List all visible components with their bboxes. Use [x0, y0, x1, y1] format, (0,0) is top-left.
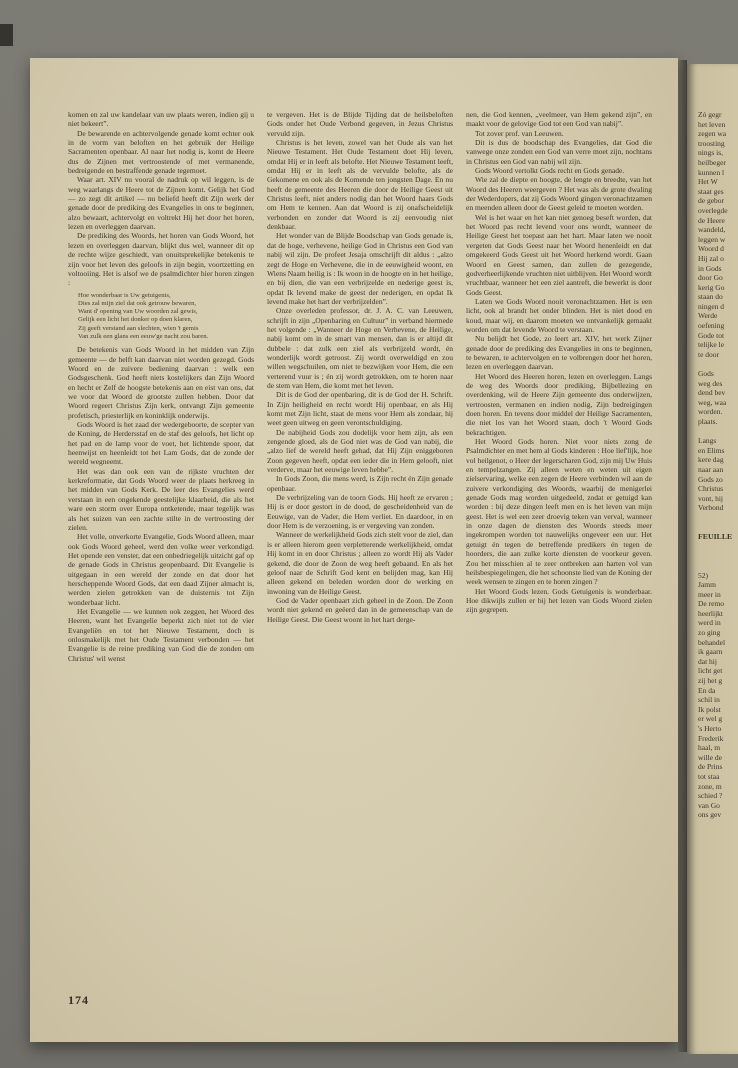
text-fragment: tot staa: [698, 771, 720, 781]
text-fragment: [698, 513, 738, 523]
text-fragment: kere dag: [698, 455, 724, 465]
paragraph: Gods Woord vertolkt Gods recht en Gods genade.: [475, 166, 625, 176]
text-fragment: schil in: [698, 695, 720, 705]
text-fragment: werd in: [698, 618, 721, 628]
paragraph: Wie zal de diepte en hoogte, de lengte en breedte, van het Woord des Heeren weergeven ? Het was als de grote dwaling der Wederdopers, dat zij Gods Woord gingen veronachtzamen en meenden alleen door de Geest geleid te moeten worden.: [466, 175, 652, 213]
text-fragment: de Prins: [698, 762, 723, 772]
text-fragment: Zó gegr: [698, 110, 722, 119]
text-fragment: troosting: [698, 138, 725, 148]
text-fragment: zone, m: [698, 781, 722, 791]
text-fragment: in Gods: [698, 263, 722, 273]
paragraph: Het volle, onverkorte Evangelie, Gods Woord alleen, maar ook Gods Woord geheel, werd den volke weer verkondigd. Het opende een venster, dat een onbedriegelijk uitzicht gaf op de genade Gods in Christus geopenbaard. Dit Evangelie is uitgegaan in een wereld der zonde en dat door het herscheppende Woord Gods, dat een daad Zijner almacht is, werden zielen getrokken van de duisternis tot Zijn wonderbaar licht.: [68, 532, 254, 607]
text-fragment: [698, 523, 738, 533]
text-fragment: Het W: [698, 177, 718, 187]
text-fragment: zij het g: [698, 676, 723, 686]
paragraph: Nu belijdt het Gode, zo leert art. XIV, het werk Zijner genade door de prediking des Evangelies in ons te beginnen, te bewaren, te achtervolgen en te volbrengen door het horen, lezen en overleggen daarvan.: [466, 334, 652, 372]
paragraph: Wel is het waar en het kan niet genoeg beseft worden, dat het Woord pas recht levend voor ons wordt, wanneer de Heilige Geest het toepast aan het hart. Maar laten we nooit vergeten dat Gods Geest naar het Woord henenleidt en dat omgekeerd Gods Geest uit het Woord herkend wordt. Gaan Woord en Geest samen, dan zullen de gezegende, godverheerlijkende vruchten niet uitblijven. Het Woord wordt vruchtbaar, wanneer het een ziel aantreft, die bewerkt is door Gods Geest.: [466, 212, 652, 297]
text-fragment: ningen d: [698, 301, 725, 311]
text-fragment: De remo: [698, 599, 725, 609]
paragraph: Het Evangelie — we kunnen ook zeggen, het Woord des Heeren, want het Evangelie beperkt zich niet tot de vier Evangeliën en tot het Nieuwe Testament, doch is onlosmakelijk met het Oude Testament verbonden — het Evangelie is de reine prediking van God die de zonden om Christus' wil wenst: [68, 606, 254, 663]
text-fragment: 52): [698, 570, 708, 580]
text-fragment: Jamm: [698, 580, 716, 590]
text-fragment: te door: [698, 349, 720, 359]
text-fragment: Hij zal o: [698, 253, 724, 263]
text-fragment: er wel g: [698, 714, 723, 724]
column-right: [466, 110, 652, 663]
paragraph: Het Woord des Heeren horen, lezen en overleggen. Langs de weg des Woords door prediking, Bijbellezing en overdenking, wil de Heere Zijn gemeente dus onderwijzen, vertroosten, vermanen en indien nodig, Zijn bedreigingen doen horen. En tevens door middel der Heilige Sacramenten, die niet los van het Woord staan, doch 't Woord Gods bekrachtigen.: [466, 371, 652, 437]
text-fragment: Verbond: [698, 503, 724, 513]
text-fragment: dat hij: [698, 656, 717, 666]
text-fragment: kerig Go: [698, 282, 725, 292]
paragraph: komen en zal uw kandelaar van uw plaats weren, indien gij u niet bekeert”.: [68, 110, 254, 129]
paragraph: Het was dan ook een van de rijkste vruchten der kerkreformatie, dat Gods Woord weer de plaats herkreeg in het midden van Gods Kerk. De leer des Evangelies werd verstaan in een ongekende geestelijke klaarheid, die als het ware een storm over Europa ontketende, maar tegelijk was als het suizen van een zachte stilte in de vertroosting der zielen.: [68, 466, 254, 532]
text-fragment: Woord d: [698, 244, 724, 254]
text-fragment: [698, 561, 738, 571]
text-fragment: telijke le: [698, 340, 725, 350]
text-fragment: naar aan: [698, 464, 724, 474]
paragraph: De verbrijzeling van de toorn Gods. Hij heeft ze ervaren ; Hij is er door gestort in de dood, de gescheidenheid van de Eeuwige, van de Vader, die Hem verliet. En daardoor, in en door Hem is de verzoening, is er vergeving van zonden.: [267, 493, 453, 531]
text-fragment: dend bev: [698, 388, 726, 398]
text-fragment: van Go: [698, 800, 720, 810]
text-fragment: overlegde: [698, 205, 728, 215]
paragraph: In Gods Zoon, die mens werd, is Zijn recht én Zijn genade openbaar.: [267, 474, 453, 493]
column-middle: [267, 110, 453, 663]
text-fragment: worden.: [698, 407, 723, 417]
text-fragment: plaats.: [698, 417, 718, 426]
verse-line: Dies zal mijn ziel dat ook getrouw bewaren,: [78, 299, 197, 307]
text-fragment: Werde: [698, 311, 718, 321]
paragraph: Het wonder van de Blijde Boodschap van Gods genade is, dat de hoge, verhevene, heilige God in Christus een God van nabij wil zijn. De profeet Jesaja omschrijft dit aldus : „alzo zegt de Hoge en Verhevene, die in de eeuwigheid woont, en Wiens Naam heilig is : Ik woon in de hoogte en in het heilige, en bij dien, die van een verbrijzelde en nederige geest is, opdat Ik levend make de geest der nederigen, en opdat Ik levend make het hart der verbrijzelden”.: [267, 231, 453, 306]
verse-line: Gelijk een licht het donker op doen klaren,: [78, 316, 193, 324]
paragraph: Wanneer de werkelijkheid Gods zich stelt voor de ziel, dan is er alleen hierom geen verpletterende werkelijkheid, omdat Hij komt in en door Christus ; alleen zo wordt Hij als Vader gekend, die door de Zoon de weg heeft gebaand. En als het geloof naar de Schrift God kent en belijden mag, kan Hij alleen gekend en beleden worden door de werking en inwoning van de Heilige Geest.: [267, 530, 453, 596]
right-paragraphs: [466, 110, 652, 615]
middle-paragraphs: [267, 110, 453, 624]
paragraph: De nabijheid Gods zou dodelijk voor hem zijn, als een zengende gloed, als de God niet was de God van nabij, die „alzo lief de wereld heeft gehad, dat Hij Zijn eniggeboren Zoon gegeven heeft, opdat een ieder die in Hem gelooft, niet verderve, maar het eeuwige leven hebbe”.: [267, 427, 453, 475]
magazine-left-page: [30, 58, 678, 1042]
text-fragment: Gods zo: [698, 474, 723, 484]
text-fragment: door Go: [698, 273, 723, 283]
text-fragment: ons gev: [698, 810, 722, 820]
text-fragment: Christus: [698, 484, 724, 494]
text-fragment: haal, m: [698, 743, 721, 753]
text-fragment: licht get: [698, 666, 723, 676]
text-fragment: de gebor: [698, 196, 725, 206]
page-gutter-shadow: [678, 60, 687, 1052]
text-fragment: zegen wa: [698, 129, 727, 139]
text-fragment: Gode tot: [698, 330, 725, 340]
paragraph: Laten we Gods Woord nooit veronachtzamen. Het is een licht, ook al brandt het onder blinden. Het is niet dood en koud, maar wij, en daarom moeten we ontvankelijk gemaakt worden om dat levende Woord te verstaan.: [466, 296, 652, 334]
text-fragment: wille de: [698, 752, 722, 762]
text-fragment: het leven: [698, 119, 726, 129]
text-fragment: behandel: [698, 637, 726, 647]
text-fragment: En da: [698, 685, 716, 695]
text-fragment: [698, 359, 738, 369]
paragraph: Waar art. XIV nu vooral de nadruk op wil leggen, is de weg waarlangs de Heere tot de Zijnen komt. Gelijk het God — zo zegt dit artikel — nu beliefd heeft dit Zijn werk der genade door de prediking des Evangelies in ons te beginnen, alzo bewaart, achtervolgt en voltrekt Hij het door het horen, lezen en overleggen daarvan.: [68, 175, 254, 232]
text-fragment: de Heere: [698, 215, 725, 225]
text-fragment: 's Herto: [698, 724, 722, 733]
column-left: [68, 110, 254, 663]
text-fragment: weg, waa: [698, 397, 727, 407]
text-fragment: weg des: [698, 378, 723, 388]
text-fragment: oefening: [698, 321, 725, 331]
paragraph: Christus is het leven, zowel van het Oude als van het Nieuwe Testament. Het Oude Testament doet Hij leven, omdat Hij er in leeft als belofte. Het Nieuwe Testament leeft, omdat Hij er in leeft als de vervulde belofte, als de Gekomene en ook als de Komende ten jongsten Dage. En nu heeft de gemeente des Heeren die door de Heilige Geest uit Christus leeft, niet anders nodig dan het Woord haars Gods om Hem te kennen. Aan dat Woord is zij onafscheidelijk verbonden en zonder dat Woord is zij eenvoudig niet denkbaar.: [267, 138, 453, 232]
text-fragment: en Elims: [698, 445, 725, 455]
text-fragment: staat ges: [698, 186, 724, 196]
paragraph: Tot zover prof. van Leeuwen.: [475, 128, 564, 138]
text-fragment: [698, 542, 738, 552]
paragraph: God de Vader openbaart zich geheel in de Zoon. De Zoon wordt niet gekend en geëerd dan in de gemeenschap van de Heilige Geest. Die Geest woont in het hart derge-: [267, 595, 453, 624]
text-fragment: heerlijkt: [698, 608, 723, 618]
text-fragment: zo ging: [698, 628, 721, 638]
text-fragment: ik gaarn: [698, 647, 723, 657]
text-fragment: meer in: [698, 589, 721, 599]
psalm-verse: [78, 292, 254, 342]
paragraph: te vergeven. Het is de Blijde Tijding dat de heilsbeloften Gods onder het Oude Verbond gegeven, in Jezus Christus vervuld zijn.: [267, 110, 453, 138]
paragraph: De bewarende en achtervolgende genade komt echter ook in de vorm van beloften en het gebruik der Heilige Sacramenten openbaar. Al naar het nodig is, komt de Heere dus de Zijnen met vertroostende of met vermanende, bedreigende en bestraffende genade tegemoet.: [68, 128, 254, 176]
left-paragraphs-top: [68, 110, 254, 288]
paragraph: De prediking des Woords, het horen van Gods Woord, het lezen en overleggen daarvan, blijkt dus wel, wanneer dit op de rechte wijze geschiedt, van onuitsprekelijke betekenis te zijn voor het leven des geloofs in zijn begin, voortzetting en voltooiing. Het is alsof we de psalmdichter hier horen zingen :: [68, 231, 254, 288]
verse-line: Hoe wonderbaar is Uw getuigenis,: [78, 291, 171, 299]
text-fragment: wandeld,: [698, 225, 726, 235]
text-fragment: staan do: [698, 292, 723, 302]
left-paragraphs-bottom: [68, 345, 254, 663]
text-fragment: Ik polst: [698, 704, 721, 714]
text-fragment: leggen w: [698, 234, 726, 244]
text-fragment: [698, 551, 738, 561]
verse-line: Zij geeft verstand aan slechten, wien 't gemis: [78, 324, 199, 332]
text-fragment: vont, hij: [698, 493, 724, 503]
verse-line: Want d' opening van Uw woorden zal gewis,: [78, 308, 198, 316]
text-fragment: Frederik: [698, 733, 724, 743]
text-fragment: kunnen l: [698, 167, 725, 177]
text-fragment: [698, 427, 738, 437]
adjacent-page-text: [698, 110, 738, 820]
text-fragment: schied ?: [698, 791, 723, 801]
adjacent-page-edge: [687, 64, 738, 1054]
text-fragment: heilbeger: [698, 157, 726, 167]
text-fragment: FEUILLE: [698, 532, 733, 542]
paragraph: Gods Woord is het zaad der wedergeboorte, de scepter van de Koning, de Herdersstaf en de staf des geloofs, het licht op het pad en de lamp voor de voet, het lichtende spoor, dat heenwijst en heenleidt tot het Lam Gods, dat de zonde der wereld wegneemt.: [68, 420, 254, 467]
film-edge-mark: [0, 24, 13, 46]
paragraph: Het Woord Gods lezen. Gods Getuigenis is wonderbaar. Hoe dikwijls zullen er bij het lezen van Gods Woord zielen zijn gegrepen.: [466, 586, 652, 615]
text-fragment: Gods: [698, 369, 714, 379]
paragraph: nen, die God kennen, „veelmeer, van Hem gekend zijn”, en maakt voor de gelovige God tot een God van nabij”.: [466, 110, 652, 129]
verse-line: Van zulk een glans een eeuw'ge nacht zou baren.: [78, 333, 209, 341]
text-columns: [68, 110, 652, 663]
paragraph: Dit is de God der openbaring, dit is de God der H. Schrift. In Zijn heiligheid en recht wordt Hij openbaar, en als Hij komt met Zijn licht, staat de mens voor Hem als zondaar, hij weet geen uitweg en geen verontschuldiging.: [267, 390, 453, 428]
paragraph: De betekenis van Gods Woord in het midden van Zijn gemeente — de helft kan daarvan niet worden gezegd. Gods Woord en de zuivere bediening daarvan : welk een Godsgeschenk. God heeft niets kostelijkers dan Zijn Woord en hecht er Zelf de hoogste betekenis aan en eist van ons, dat we voor dat Woord de grootste zullen hebben. Door dat Woord regeert Christus Zijn kerk, ontvangt Zijn gemeente profetisch, priesterlijk en koninklijk onderwijs.: [68, 345, 254, 420]
text-fragment: Langs: [698, 436, 717, 446]
paragraph: Dit is dus de boodschap des Evangelies, dat God die vanwege onze zonden een God van verre moet zijn, nochtans in Christus een God van nabij wil zijn.: [466, 138, 652, 166]
text-fragment: nings is,: [698, 148, 724, 158]
paragraph: Het Woord Gods horen. Niet voor niets zong de Psalmdichter en met hem al Gods kinderen : Hoe lief'lijk, hoe vol heilgenot, o Heer der legerscharen God, zijn mij Uw Huis en tempelzangen. Zij alleen weten en weten uit eigen zielservaring, welke een zegen de Heere verbinden wil aan de zuivere verkondiging des Woords, waarbij de menigerlei genade Gods mag worden uitgedeeld, zodat er getuigd kan worden : bij deze dingen leeft men en is het leven van mijn geest. Het is wel een zeer droevig teken van verval, wanneer in onze dagen de diensten des Woords steeds meer ingekrompen worden tot nauwelijks ongeveer een uur. Het getuigt én tegen de betreffende predikers én tegen de hoorders, die aan zulke korte diensten de voorkeur geven. Zou het misschien al te zeer ontbreken aan harten vol van heilsbespiegelingen, die het schoonste lied van de Koning der week wensen te zingen en te horen zingen ?: [466, 437, 652, 587]
page-number: 174: [68, 993, 89, 1007]
paragraph: Onze overleden professor, dr. J. A. C. van Leeuwen, schrijft in zijn „Openbaring en Cultuur” in verband hiermede het volgende : „Wanneer de Hoge en Verhevene, de Heilige, nabij komt om in de smart van mensen, dan is er altijd dit dubbele : dat zulk een ziel als verbrijzeld wordt, én wonderlijk wordt getroost. Zij wordt overweldigd en zou willen wegschuilen, om niet te bezwijken voor Hem, die een verterend vuur is ; én zij wordt getrokken, om te horen naar de stem van Hem, die komt met het leven.: [267, 306, 453, 390]
